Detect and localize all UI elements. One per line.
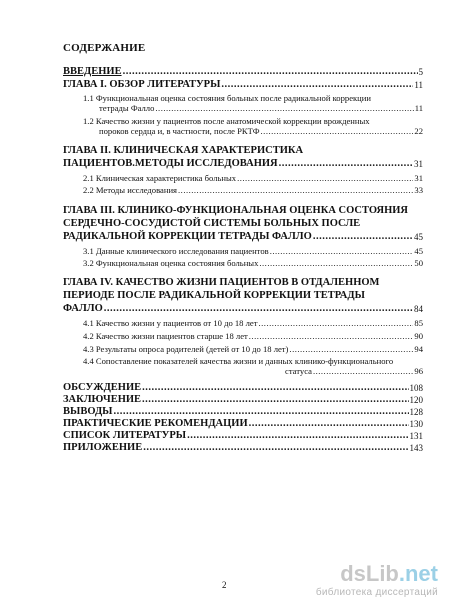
toc-entry-chapter-1 [63, 79, 423, 91]
leader-dots [261, 126, 414, 136]
toc-entry-text: 3.1 Данные клинического исследования пациентов [83, 246, 269, 256]
watermark [288, 563, 438, 598]
leader-dots [178, 185, 413, 195]
toc-page-number: 96 [414, 366, 423, 376]
toc-entry-text: ГЛАВА I. ОБЗОР ЛИТЕРАТУРЫ [63, 79, 221, 90]
toc-page-number: 130 [409, 419, 423, 429]
watermark-logo-accent: .net [398, 561, 438, 586]
toc-page-number: 84 [414, 304, 423, 314]
toc-entry-discussion [63, 382, 423, 394]
toc-entry-text: РАДИКАЛЬНОЙ КОРРЕКЦИИ ТЕТРАДЫ ФАЛЛО [63, 231, 312, 242]
toc-entry-chapter-4-line1: ГЛАВА IV. КАЧЕСТВО ЖИЗНИ ПАЦИЕНТОВ В ОТДАЛЕННОМ [63, 277, 380, 288]
leader-dots [270, 246, 414, 256]
leader-dots [155, 103, 413, 113]
toc-entry-4-3 [83, 344, 423, 354]
toc-entry-text: ПРИЛОЖЕНИЕ [63, 442, 143, 453]
toc-entry-text: пороков сердца и, в частности, после РКТФ [99, 126, 260, 136]
toc-page-number: 45 [414, 232, 423, 242]
leader-dots [249, 418, 409, 430]
toc-entry-text: ПАЦИЕНТОВ.МЕТОДЫ ИССЛЕДОВАНИЯ [63, 158, 278, 169]
toc-page-number: 11 [414, 103, 423, 113]
leader-dots [289, 344, 413, 354]
watermark-logo [288, 563, 438, 585]
toc-entry-recommendations [63, 418, 423, 430]
leader-dots [187, 430, 408, 442]
toc-entry-2-2 [83, 185, 423, 195]
toc-page-number: 128 [409, 407, 423, 417]
toc-entry-4-1 [83, 318, 423, 328]
leader-dots [249, 331, 414, 341]
toc-entry-text: 4.1 Качество жизни у пациентов от 10 до 18 лет [83, 318, 258, 328]
toc-entry-appendix [63, 442, 423, 454]
toc-entry-1-1-line1: 1.1 Функциональная оценка состояния больных после радикальной коррекции [83, 93, 371, 103]
toc-page-number: 5 [418, 67, 423, 77]
watermark-subtitle: библиотека диссертаций [315, 587, 438, 598]
toc-entry-chapter-3 [63, 231, 423, 243]
toc-entry-conclusion [63, 394, 423, 406]
toc-entry-findings [63, 406, 423, 418]
toc-entry-4-4-line1: 4.4 Сопоставление показателей качества жизни и данных клинико-функционального [83, 356, 394, 366]
toc-entry-1-2 [99, 126, 423, 136]
toc-entry-4-4 [285, 366, 423, 376]
toc-entry-text: тетрады Фалло [99, 103, 155, 113]
toc-entry-3-2 [83, 258, 423, 268]
toc-entry-text: 2.2 Методы исследования [83, 185, 178, 195]
toc-entry-text: ПРАКТИЧЕСКИЕ РЕКОМЕНДАЦИИ [63, 418, 248, 429]
toc-page-number: 31 [414, 173, 423, 183]
toc-page-number: 22 [414, 126, 423, 136]
watermark-logo-main: dsLib [340, 561, 399, 586]
toc-entry-text: 4.2 Качество жизни пациентов старше 18 лет [83, 331, 248, 341]
toc-page-number: 85 [414, 318, 423, 328]
page-number: 2 [222, 580, 227, 590]
toc-entry-text: 4.3 Результаты опроса родителей (детей от 10 до 18 лет) [83, 344, 289, 354]
toc-entry-intro [63, 66, 423, 78]
toc-entry-text: СПИСОК ЛИТЕРАТУРЫ [63, 430, 187, 441]
toc-entry-chapter-2 [63, 158, 423, 170]
toc-entry-references [63, 430, 423, 442]
toc-entry-text: 3.2 Функциональная оценка состояния больных [83, 258, 259, 268]
toc-entry-1-1 [99, 103, 423, 113]
toc-entry-chapter-2-line1: ГЛАВА II. КЛИНИЧЕСКАЯ ХАРАКТЕРИСТИКА [63, 145, 304, 156]
toc-entry-text: ВЫВОДЫ [63, 406, 113, 417]
toc-page-number: 131 [409, 431, 423, 441]
toc-page-number: 31 [414, 159, 423, 169]
toc-page-number: 45 [414, 246, 423, 256]
toc-page-number: 108 [409, 383, 423, 393]
toc-entry-1-2-line1: 1.2 Качество жизни у пациентов после анатомической коррекции врожденных [83, 116, 370, 126]
toc-page-number: 50 [414, 258, 423, 268]
toc-entry-chapter-3-line1: ГЛАВА III. КЛИНИКО-ФУНКЦИОНАЛЬНАЯ ОЦЕНКА СОСТОЯНИЯ [63, 205, 408, 216]
toc-entry-text: 2.1 Клиническая характеристика больных [83, 173, 237, 183]
toc-entry-chapter-4-line2: ПЕРИОДЕ ПОСЛЕ РАДИКАЛЬНОЙ КОРРЕКЦИИ ТЕТРАДЫ [63, 290, 365, 301]
toc-entry-2-1 [83, 173, 423, 183]
toc-entry-text: ВВЕДЕНИЕ [63, 66, 122, 77]
leader-dots [114, 406, 409, 418]
leader-dots [143, 442, 408, 454]
leader-dots [237, 173, 413, 183]
toc-entry-text: ОБСУЖДЕНИЕ [63, 382, 142, 393]
toc-entry-3-1 [83, 246, 423, 256]
toc-page-number: 90 [414, 331, 423, 341]
leader-dots [123, 66, 418, 78]
leader-dots [279, 158, 413, 170]
leader-dots [142, 394, 408, 406]
leader-dots [313, 366, 413, 376]
toc-page-number: 94 [414, 344, 423, 354]
toc-page-number: 33 [414, 185, 423, 195]
toc-title: СОДЕРЖАНИЕ [63, 42, 146, 54]
toc-page-number: 143 [409, 443, 423, 453]
leader-dots [259, 258, 413, 268]
toc-entry-text: ФАЛЛО [63, 303, 103, 314]
toc-entry-chapter-3-line2: СЕРДЕЧНО-СОСУДИСТОЙ СИСТЕМЫ БОЛЬНЫХ ПОСЛЕ [63, 218, 361, 229]
toc-entry-text: ЗАКЛЮЧЕНИЕ [63, 394, 142, 405]
toc-page-number: 11 [414, 80, 423, 90]
toc-entry-4-2 [83, 331, 423, 341]
leader-dots [104, 303, 413, 315]
leader-dots [313, 231, 413, 243]
leader-dots [259, 318, 414, 328]
leader-dots [142, 382, 408, 394]
toc-entry-text: статуса [285, 366, 312, 376]
toc-page-number: 120 [409, 395, 423, 405]
toc-entry-chapter-4 [63, 303, 423, 315]
leader-dots [221, 79, 413, 91]
